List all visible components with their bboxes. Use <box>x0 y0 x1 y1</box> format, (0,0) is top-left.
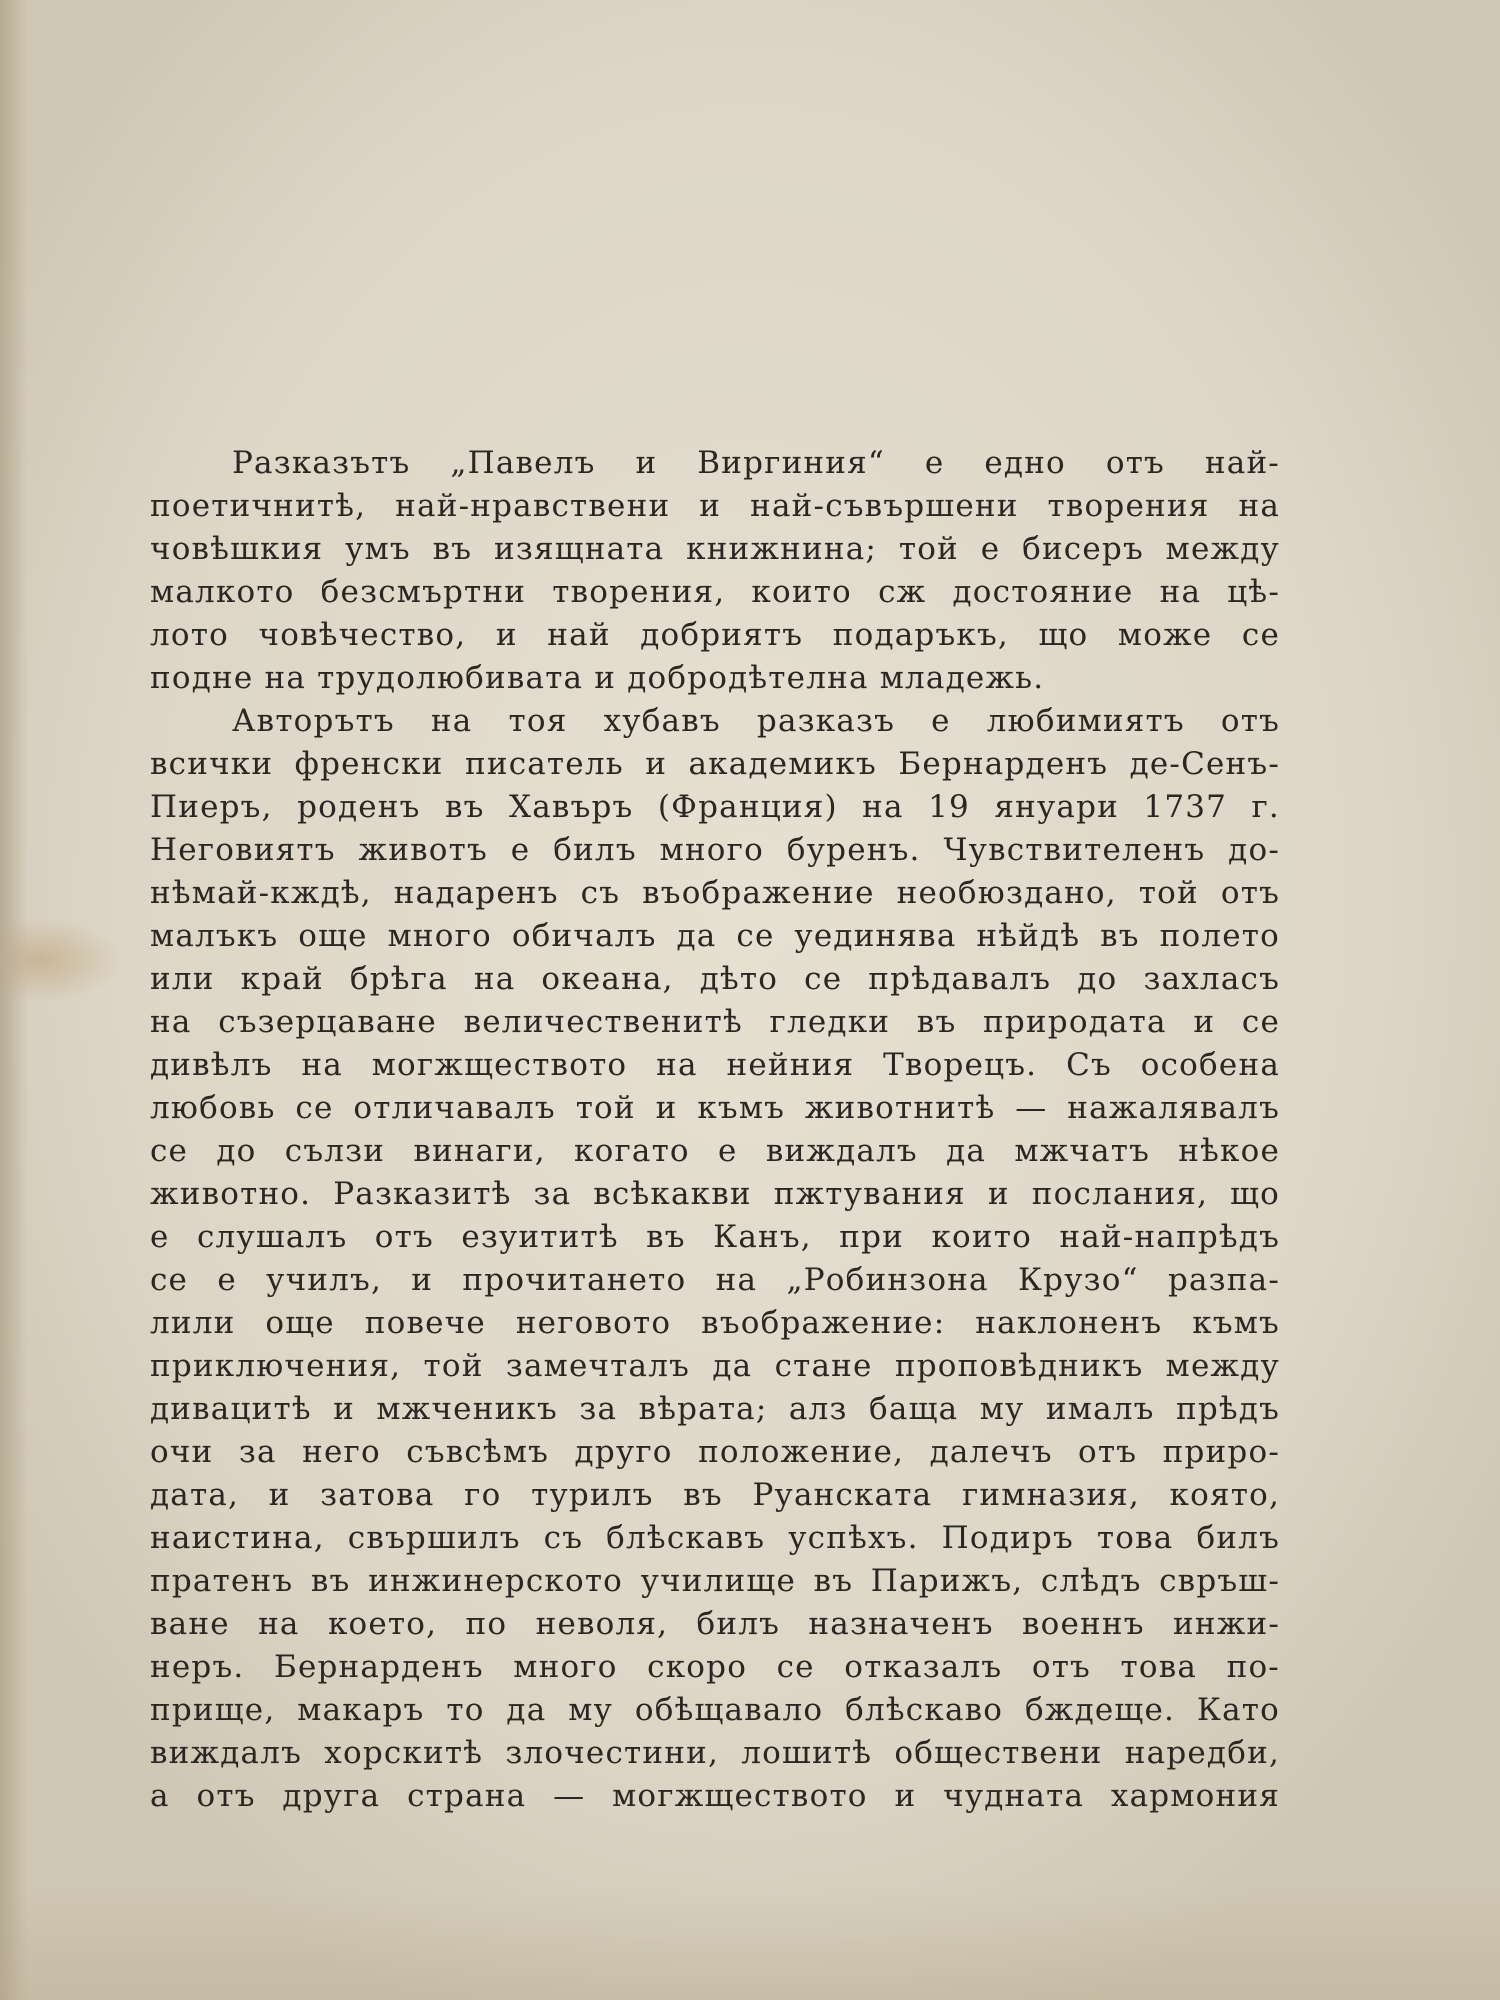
text-line: или край брѣга на океана, дѣто се прѣдавалъ до захласъ <box>150 961 1280 997</box>
text-line: наистина, свършилъ съ блѣскавъ успѣхъ. Подиръ това билъ <box>150 1520 1280 1556</box>
text-line: дивѣлъ на могжществото на нейния Творецъ. Съ особена <box>150 1047 1280 1083</box>
text-line: ване на което, по неволя, билъ назначенъ военнъ инжи- <box>150 1606 1280 1642</box>
text-line: човѣшкия умъ въ изящната книжнина; той е бисеръ между <box>150 531 1280 567</box>
text-line: приключения, той замечталъ да стане проповѣдникъ между <box>150 1348 1280 1384</box>
text-line: се до сълзи винаги, когато е виждалъ да мжчатъ нѣкое <box>150 1133 1280 1169</box>
text-line: пратенъ въ инжинерското училище въ Парижъ, слѣдъ свръш- <box>150 1563 1280 1599</box>
text-line: малкото безсмъртни творения, които сж достояние на цѣ- <box>150 574 1280 610</box>
text-line: се е училъ, и прочитането на „Робинзона Крузо“ разпа- <box>150 1262 1280 1298</box>
text-line: лото човѣчество, и най добриятъ подаръкъ, що може се <box>150 617 1280 653</box>
text-line: Неговиятъ животъ е билъ много буренъ. Чувствителенъ до- <box>150 832 1280 868</box>
text-line: поетичнитѣ, най-нравствени и най-съвършени творения на <box>150 488 1280 524</box>
text-line: неръ. Бернарденъ много скоро се отказалъ отъ това по- <box>150 1649 1280 1685</box>
text-line: очи за него съвсѣмъ друго положение, далечъ отъ приро- <box>150 1434 1280 1470</box>
text-line: Пиеръ, роденъ въ Хавъръ (Франция) на 19 януари 1737 г. <box>150 789 1280 825</box>
text-line: на съзерцаване величественитѣ гледки въ природата и се <box>150 1004 1280 1040</box>
text-line: Авторътъ на тоя хубавъ разказъ е любимиятъ отъ <box>232 703 1280 739</box>
page-text <box>150 442 1280 1818</box>
text-line: лили още повече неговото въображение: наклоненъ къмъ <box>150 1305 1280 1341</box>
text-line: дата, и затова го турилъ въ Руанската гимназия, която, <box>150 1477 1280 1513</box>
text-line: всички френски писатель и академикъ Бернарденъ де-Сенъ- <box>150 746 1280 782</box>
text-line: нѣмай-кждѣ, надаренъ съ въображение необюздано, той отъ <box>150 875 1280 911</box>
text-line: виждалъ хорскитѣ злочестини, лошитѣ обществени наредби, <box>150 1735 1280 1771</box>
text-line: подне на трудолюбивата и добродѣтелна младежь. <box>150 660 1045 696</box>
text-line: животно. Разказитѣ за всѣкакви пжтувания и послания, що <box>150 1176 1280 1212</box>
text-line: а отъ друга страна — могжществото и чудната хармония <box>150 1778 1280 1814</box>
text-line: прище, макаръ то да му обѣщавало блѣскаво бждеще. Като <box>150 1692 1280 1728</box>
text-line: Разказътъ „Павелъ и Виргиния“ е едно отъ най- <box>232 445 1280 481</box>
text-line: любовь се отличавалъ той и къмъ животнитѣ — нажалявалъ <box>150 1090 1280 1126</box>
text-line: малъкъ още много обичалъ да се уединява нѣйдѣ въ полето <box>150 918 1280 954</box>
text-line: дивацитѣ и мжченикъ за вѣрата; алз баща му ималъ прѣдъ <box>150 1391 1280 1427</box>
text-line: е слушалъ отъ езуититѣ въ Канъ, при които най-напрѣдъ <box>150 1219 1280 1255</box>
